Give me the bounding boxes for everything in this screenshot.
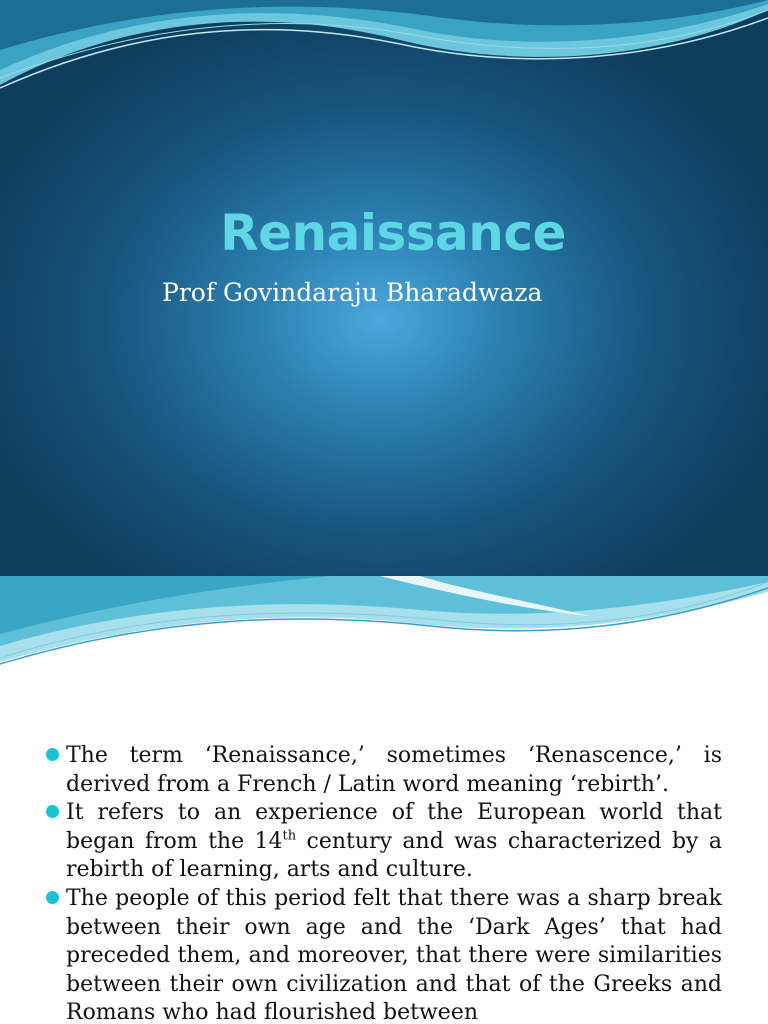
bullet-item <box>46 799 722 885</box>
bullet-dot-icon <box>46 891 59 904</box>
bullet-list <box>46 742 722 1024</box>
bullet-item <box>46 885 722 1024</box>
content-wave-decoration <box>0 576 768 676</box>
bullet-superscript: th <box>282 828 297 844</box>
bullet-dot-icon <box>46 805 59 818</box>
content-slide <box>0 576 768 1024</box>
bullet-text-end: century and was characterized by a rebirth of learning, arts and culture. <box>66 828 722 883</box>
bullet-dot-icon <box>46 748 59 761</box>
bullet-text: The people of this period felt that there was a sharp break between their own age and the ‘Dark Ages’ that had preceded them, and moreover, that there were similarities between their own civilization and that of the Greeks and Romans who had flourished between <box>66 885 722 1024</box>
slide-subtitle: Prof Govindaraju Bharadwaza <box>162 278 543 307</box>
bullet-item <box>46 742 722 799</box>
bullet-text: The term ‘Renaissance,’ sometimes ‘Renascence,’ is derived from a French / Latin word meaning ‘rebirth’. <box>66 743 722 797</box>
slide-title: Renaissance <box>220 204 566 262</box>
bullet-text-start: It refers to an experience of the European world that began from the 14 <box>66 800 722 854</box>
top-wave-decoration <box>0 0 768 100</box>
